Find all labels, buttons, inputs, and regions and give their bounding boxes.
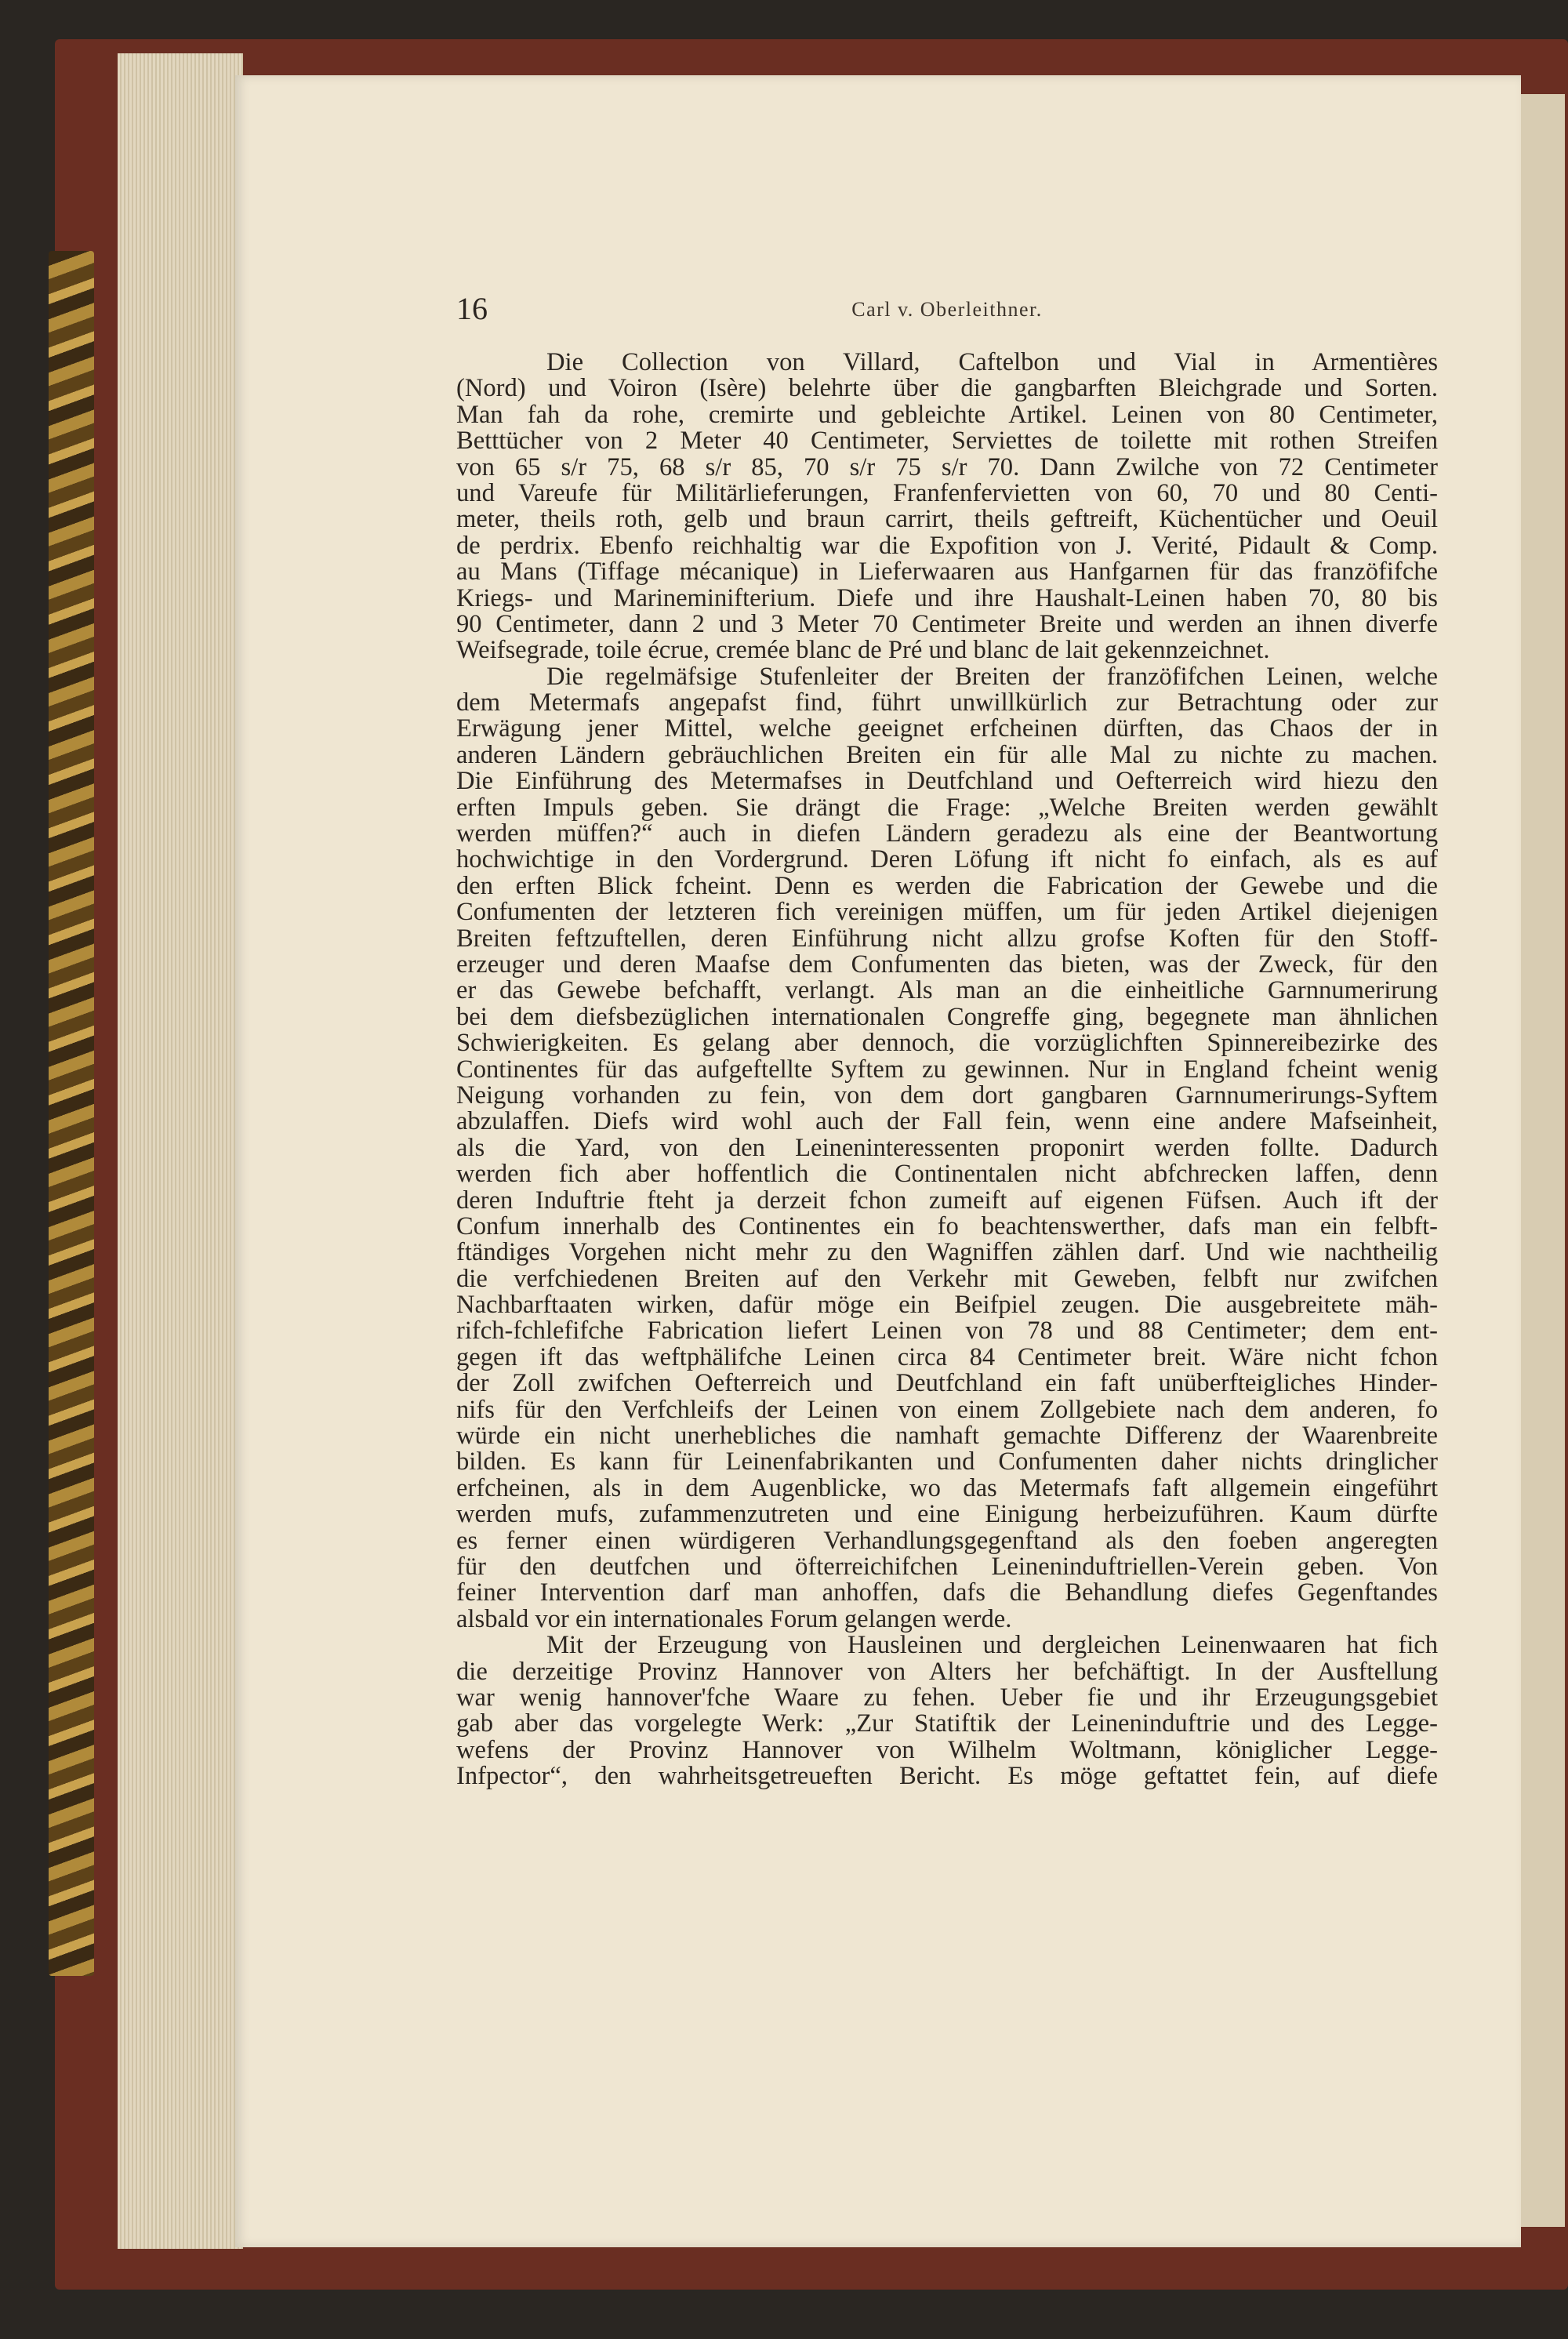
- text-line: bilden. Es kann für Leinenfabrikanten und Confumenten daher nichts dringlicher: [456, 1447, 1438, 1476]
- text-line: ftändiges Vorgehen nicht mehr zu den Wagniffen zählen darf. Und wie nachtheilig: [456, 1238, 1438, 1267]
- text-line: Die regelmäfsige Stufenleiter der Breiten der franzöfifchen Leinen, welche: [546, 662, 1438, 691]
- text-line: abzulaffen. Diefs wird wohl auch der Fall fein, wenn eine andere Mafseinheit,: [456, 1107, 1438, 1136]
- facing-page-edge: [1521, 94, 1565, 2227]
- text-line: erzeuger und deren Maafse dem Confumenten das bieten, was der Zweck, für den: [456, 950, 1438, 979]
- text-line: Nachbarftaaten wirken, dafür möge ein Beifpiel zeugen. Die ausgebreitete mäh-: [456, 1291, 1438, 1320]
- text-line: er das Gewebe befchafft, verlangt. Als man an die einheitliche Garnnumerirung: [456, 976, 1438, 1005]
- text-line: den erften Blick fcheint. Denn es werden die Fabrication der Gewebe und die: [456, 871, 1438, 900]
- text-line: Neigung vorhanden zu fein, von dem dort gangbaren Garnnumerirungs-Syftem: [456, 1081, 1438, 1110]
- text-line: Continentes für das aufgeftellte Syftem zu gewinnen. Nur in England fcheint wenig: [456, 1055, 1438, 1084]
- text-line: der Zoll zwifchen Oefterreich und Deutfchland ein faft unüberfteigliches Hinder-: [456, 1369, 1438, 1398]
- text-line: die derzeitige Provinz Hannover von Alters her befchäftigt. In der Ausftellung: [456, 1657, 1438, 1686]
- text-line: deren Induftrie fteht ja derzeit fchon zumeift auf eigenen Füfsen. Auch ift der: [456, 1186, 1438, 1215]
- text-line: Weifsegrade, toile écrue, cremée blanc de Pré und blanc de lait gekennzeichnet.: [456, 636, 1270, 665]
- text-line: war wenig hannover'fche Waare zu fehen. Ueber fie und ihr Erzeugungsgebiet: [456, 1683, 1438, 1712]
- text-line: Betttücher von 2 Meter 40 Centimeter, Serviettes de toilette mit rothen Streifen: [456, 427, 1438, 456]
- text-line: Confumenten der letzteren fich vereinigen müffen, um für jeden Artikel diejenigen: [456, 898, 1438, 927]
- text-line: gegen ift das weftphälifche Leinen circa 84 Centimeter breit. Wäre nicht fchon: [456, 1342, 1438, 1371]
- text-line: feiner Intervention darf man anhoffen, dafs die Behandlung diefes Gegenftandes: [456, 1578, 1438, 1607]
- text-line: nifs für den Verfchleifs der Leinen von einem Zollgebiete nach dem anderen, fo: [456, 1395, 1438, 1424]
- text-line: als die Yard, von den Leineninteressenten proponirt werden follte. Dadurch: [456, 1133, 1438, 1162]
- text-line: Man fah da rohe, cremirte und gebleichte Artikel. Leinen von 80 Centimeter,: [456, 400, 1438, 429]
- text-line: erfcheinen, als in dem Augenblicke, wo das Metermafs faft allgemein eingeführt: [456, 1473, 1438, 1502]
- page-header: [456, 290, 1438, 329]
- text-line: (Nord) und Voiron (Isère) belehrte über die gangbarften Bleichgrade und Sorten.: [456, 374, 1438, 403]
- text-line: Infpector“, den wahrheitsgetreueften Bericht. Es möge geftattet fein, auf diefe: [456, 1762, 1438, 1791]
- text-line: erften Impuls geben. Sie drängt die Frage: „Welche Breiten werden gewählt: [456, 793, 1438, 822]
- text-line: Mit der Erzeugung von Hausleinen und dergleichen Leinenwaaren hat fich: [546, 1631, 1438, 1660]
- text-line: und Vareufe für Militärlieferungen, Franfenfervietten von 60, 70 und 80 Centi-: [456, 478, 1438, 507]
- text-line: Schwierigkeiten. Es gelang aber dennoch, die vorzüglichften Spinnereibezirke des: [456, 1029, 1438, 1058]
- text-line: au Mans (Tiffage mécanique) in Lieferwaaren aus Hanfgarnen für das franzöfifche: [456, 558, 1438, 587]
- text-line: Breiten feftzuftellen, deren Einführung nicht allzu grofse Koften für den Stoff-: [456, 924, 1438, 953]
- text-line: werden mufs, zufammenzutreten und eine Einigung herbeizuführen. Kaum dürfte: [456, 1500, 1438, 1529]
- text-line: wefens der Provinz Hannover von Wilhelm Woltmann, königlicher Legge-: [456, 1735, 1438, 1764]
- running-title: Carl v. Oberleithner.: [851, 298, 1043, 321]
- text-line: Kriegs- und Marineminifterium. Diefe und ihre Haushalt-Leinen haben 70, 80 bis: [456, 583, 1438, 612]
- text-line: werden müffen?“ auch in diefen Ländern geradezu als eine der Beantwortung: [456, 819, 1438, 848]
- text-line: hochwichtige in den Vordergrund. Deren Löfung ift nicht fo einfach, als es auf: [456, 845, 1438, 874]
- text-line: anderen Ländern gebräuchlichen Breiten ein für alle Mal zu nichte zu machen.: [456, 740, 1438, 769]
- page-number: 16: [456, 291, 488, 326]
- text-line: für den deutfchen und öfterreichifchen Leineninduftriellen-Verein geben. Von: [456, 1552, 1438, 1581]
- text-line: meter, theils roth, gelb und braun carrirt, theils geftreift, Küchentücher und Oeuil: [456, 505, 1438, 534]
- marbled-page-edge: [49, 251, 94, 1976]
- text-line: gab aber das vorgelegte Werk: „Zur Statiftik der Leineninduftrie und des Legge-: [456, 1709, 1438, 1738]
- page-block-edges: [118, 53, 243, 2249]
- text-line: Die Einführung des Metermafses in Deutfchland und Oefterreich wird hiezu den: [456, 767, 1438, 796]
- text-line: von 65 s/r 75, 68 s/r 85, 70 s/r 75 s/r 70. Dann Zwilche von 72 Centimeter: [456, 452, 1438, 481]
- text-line: de perdrix. Ebenfo reichhaltig war die Expofition von J. Verité, Pidault & Comp.: [456, 531, 1438, 560]
- text-line: würde ein nicht unerhebliches die namhaft gemachte Differenz der Waarenbreite: [456, 1422, 1438, 1451]
- text-line: bei dem diefsbezüglichen internationalen Congreffe ging, begegnete man ähnlichen: [456, 1002, 1438, 1031]
- text-line: dem Metermafs angepafst find, führt unwillkürlich zur Betrachtung oder zur: [456, 688, 1438, 717]
- text-line: 90 Centimeter, dann 2 und 3 Meter 70 Centimeter Breite und werden an ihnen diverfe: [456, 609, 1438, 638]
- text-line: es ferner einen würdigeren Verhandlungsgegenftand als den foeben angeregten: [456, 1526, 1438, 1555]
- text-line: rifch-fchlefifche Fabrication liefert Leinen von 78 und 88 Centimeter; dem ent-: [456, 1317, 1438, 1346]
- text-line: alsbald vor ein internationales Forum gelangen werde.: [456, 1604, 1012, 1633]
- text-line: werden fich aber hoffentlich die Continentalen nicht abfchrecken laffen, denn: [456, 1160, 1438, 1189]
- body-text: [456, 350, 1438, 1789]
- text-line: Erwägung jener Mittel, welche geeignet erfcheinen dürften, das Chaos der in: [456, 714, 1438, 743]
- text-line: Confum innerhalb des Continentes ein fo beachtenswerther, dafs man ein felbft-: [456, 1211, 1438, 1240]
- text-line: die verfchiedenen Breiten auf den Verkehr mit Geweben, felbft nur zwifchen: [456, 1264, 1438, 1293]
- text-line: Die Collection von Villard, Caftelbon und Vial in Armentières: [546, 348, 1438, 376]
